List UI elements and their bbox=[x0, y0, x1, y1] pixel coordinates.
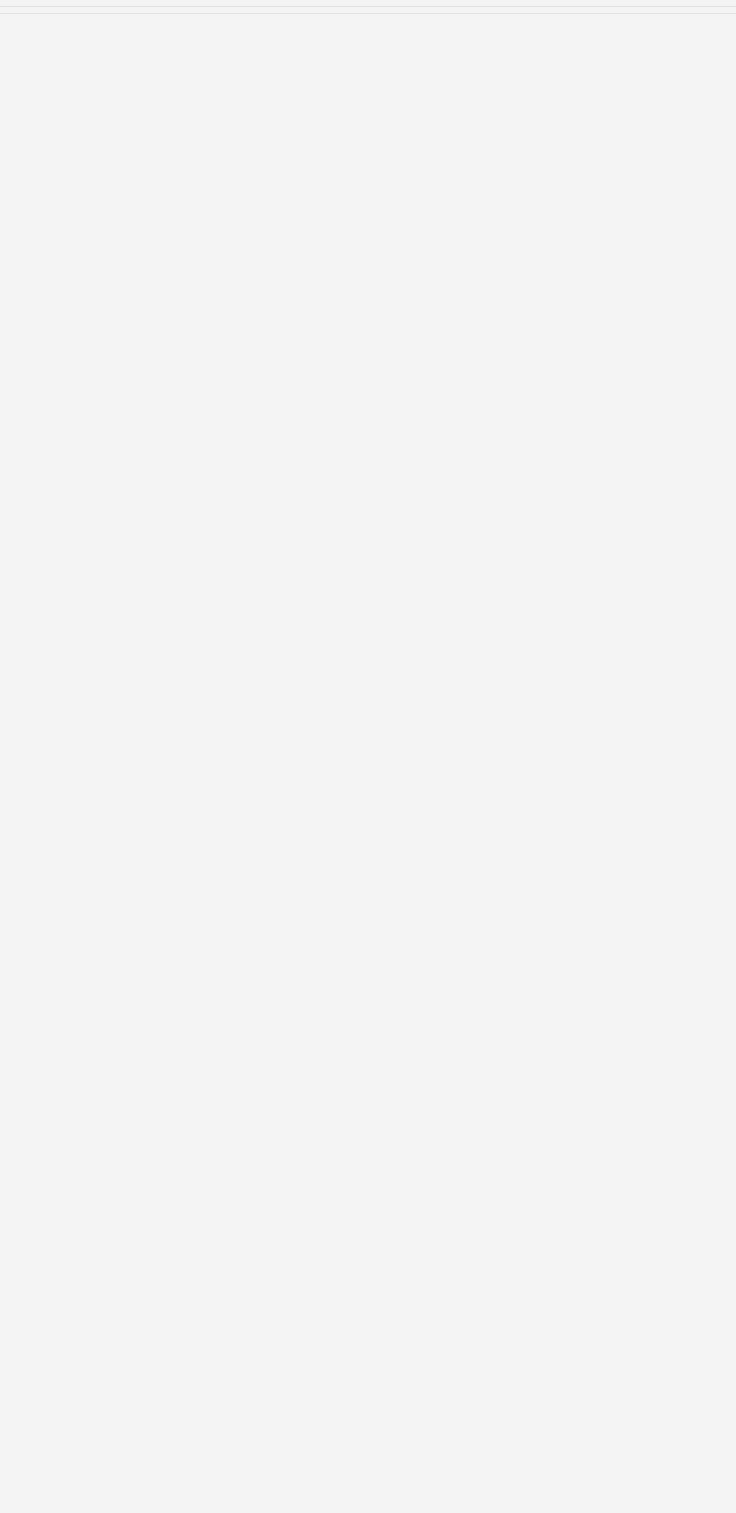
divider bbox=[0, 13, 736, 14]
divider bbox=[0, 6, 736, 7]
